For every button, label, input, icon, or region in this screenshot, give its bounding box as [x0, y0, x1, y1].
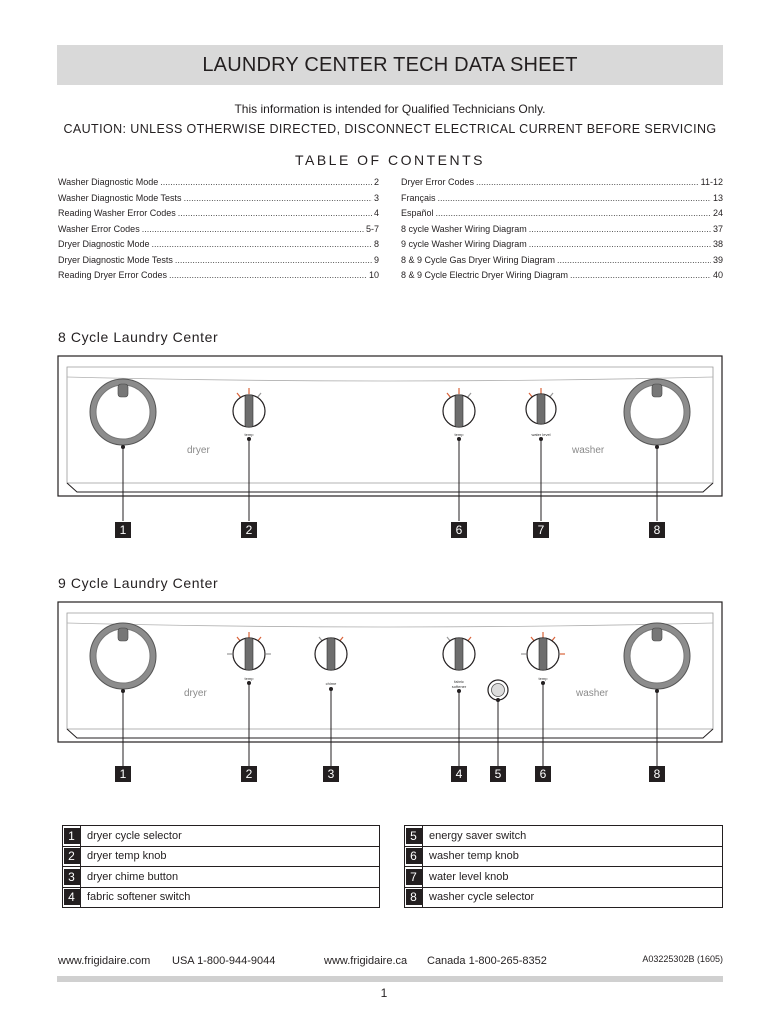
- us-website-link[interactable]: www.frigidaire.com: [58, 955, 151, 967]
- legend-row: [405, 846, 723, 867]
- page-title: LAUNDRY CENTER TECH DATA SHEET: [202, 53, 578, 76]
- toc-entry[interactable]: Français ..... 13: [401, 193, 723, 209]
- nine-cycle-panel-diagram: [57, 601, 723, 791]
- legend-label: washer cycle selector: [423, 887, 723, 908]
- callout-7: 7: [533, 522, 549, 538]
- legend-number: 1: [64, 828, 80, 844]
- toc-entry[interactable]: Reading Dryer Error Codes ..... 10: [58, 270, 379, 286]
- toc-entry[interactable]: 8 & 9 Cycle Electric Dryer Wiring Diagram ..... 40: [401, 270, 723, 286]
- legend-label: dryer temp knob: [81, 846, 380, 867]
- legend-row: [405, 826, 723, 847]
- toc-right-column: [401, 177, 723, 286]
- legend-number: 5: [406, 828, 422, 844]
- ca-phone: Canada 1-800-265-8352: [427, 955, 547, 967]
- legend-right: [404, 825, 723, 908]
- callout-6: 6: [535, 766, 551, 782]
- legend-row: [405, 887, 723, 908]
- legend-number: 2: [64, 848, 80, 864]
- dryer-chime-knob: [315, 637, 347, 670]
- legend-label: washer temp knob: [423, 846, 723, 867]
- washer-temp-knob: [443, 388, 475, 427]
- legend-row: [63, 867, 380, 888]
- callout-3: 3: [323, 766, 339, 782]
- washer-temp-label: temp: [454, 432, 464, 437]
- callout-6: 6: [451, 522, 467, 538]
- callout-5: 5: [490, 766, 506, 782]
- legend-row: [63, 846, 380, 867]
- legend-label: water level knob: [423, 867, 723, 888]
- toc-entry[interactable]: Dryer Diagnostic Mode ..... 8: [58, 239, 379, 255]
- page-number: 1: [380, 986, 388, 1000]
- washer-cycle-selector: [624, 379, 690, 445]
- legend-row: [405, 867, 723, 888]
- energy-saver-button: [488, 680, 508, 700]
- fabric-softener-knob: [443, 637, 475, 670]
- callout-4: 4: [451, 766, 467, 782]
- toc-entry[interactable]: Washer Diagnostic Mode ..... 2: [58, 177, 379, 193]
- console-outline: [58, 356, 722, 496]
- legend-row: [63, 887, 380, 908]
- dryer-temp-label: temp: [244, 432, 254, 437]
- chime-label: chime: [325, 681, 337, 686]
- dryer-cycle-selector: [90, 379, 156, 445]
- toc-entry[interactable]: 8 cycle Washer Wiring Diagram ..... 37: [401, 224, 723, 240]
- title-bar: [57, 45, 723, 85]
- callout-2: 2: [241, 522, 257, 538]
- legend-left: [62, 825, 380, 908]
- dryer-cycle-selector: [90, 623, 156, 689]
- legend-label: energy saver switch: [423, 826, 723, 847]
- toc-title: TABLE OF CONTENTS: [294, 152, 486, 168]
- ca-website-link[interactable]: www.frigidaire.ca: [324, 955, 408, 967]
- washer-cycle-selector: [624, 623, 690, 689]
- toc-entry[interactable]: Reading Washer Error Codes ..... 4: [58, 208, 379, 224]
- legend-number: 7: [406, 869, 422, 885]
- dryer-temp-label: temp: [244, 676, 254, 681]
- dryer-temp-knob: [233, 388, 265, 427]
- toc-entry[interactable]: Washer Error Codes ..... 5-7: [58, 224, 379, 240]
- legend-number: 8: [406, 889, 422, 905]
- fabric-softener-label-2: softener: [451, 684, 467, 689]
- dryer-label: dryer: [184, 688, 207, 699]
- toc-entry[interactable]: 8 & 9 Cycle Gas Dryer Wiring Diagram ..... 39: [401, 255, 723, 271]
- legend-label: fabric softener switch: [81, 887, 380, 908]
- callout-8: 8: [649, 766, 665, 782]
- toc-entry[interactable]: 9 cycle Washer Wiring Diagram ..... 38: [401, 239, 723, 255]
- fabric-softener-label-1: fabric: [454, 679, 464, 684]
- legend-label: dryer cycle selector: [81, 826, 380, 847]
- legend-label: dryer chime button: [81, 867, 380, 888]
- washer-label: washer: [572, 445, 605, 456]
- dryer-label: dryer: [187, 445, 210, 456]
- intro-notice: This information is intended for Qualified Technicians Only.: [234, 102, 546, 116]
- document-code: A03225302B (1605): [642, 954, 723, 964]
- washer-temp-label: temp: [538, 676, 548, 681]
- toc-entry[interactable]: Washer Diagnostic Mode Tests ..... 3: [58, 193, 379, 209]
- footer-divider: [57, 976, 723, 982]
- toc-left-column: [58, 177, 379, 286]
- toc-entry[interactable]: Dryer Diagnostic Mode Tests ..... 9: [58, 255, 379, 271]
- legend-number: 3: [64, 869, 80, 885]
- callout-1: 1: [115, 522, 131, 538]
- eight-cycle-heading: 8 Cycle Laundry Center: [58, 329, 219, 345]
- toc-entry[interactable]: Dryer Error Codes ..... 11-12: [401, 177, 723, 193]
- toc-entry[interactable]: Español ..... 24: [401, 208, 723, 224]
- callout-8: 8: [649, 522, 665, 538]
- legend-number: 6: [406, 848, 422, 864]
- caution-notice: CAUTION: UNLESS OTHERWISE DIRECTED, DISCONNECT ELECTRICAL CURRENT BEFORE SERVICING: [63, 122, 717, 136]
- console-outline: [58, 602, 722, 742]
- legend-number: 4: [64, 889, 80, 905]
- us-phone: USA 1-800-944-9044: [172, 955, 276, 967]
- callout-1: 1: [115, 766, 131, 782]
- callout-2: 2: [241, 766, 257, 782]
- eight-cycle-panel-diagram: [57, 355, 723, 545]
- legend-row: [63, 826, 380, 847]
- water-level-label: water level: [531, 432, 551, 437]
- washer-label: washer: [576, 688, 609, 699]
- nine-cycle-heading: 9 Cycle Laundry Center: [58, 575, 219, 591]
